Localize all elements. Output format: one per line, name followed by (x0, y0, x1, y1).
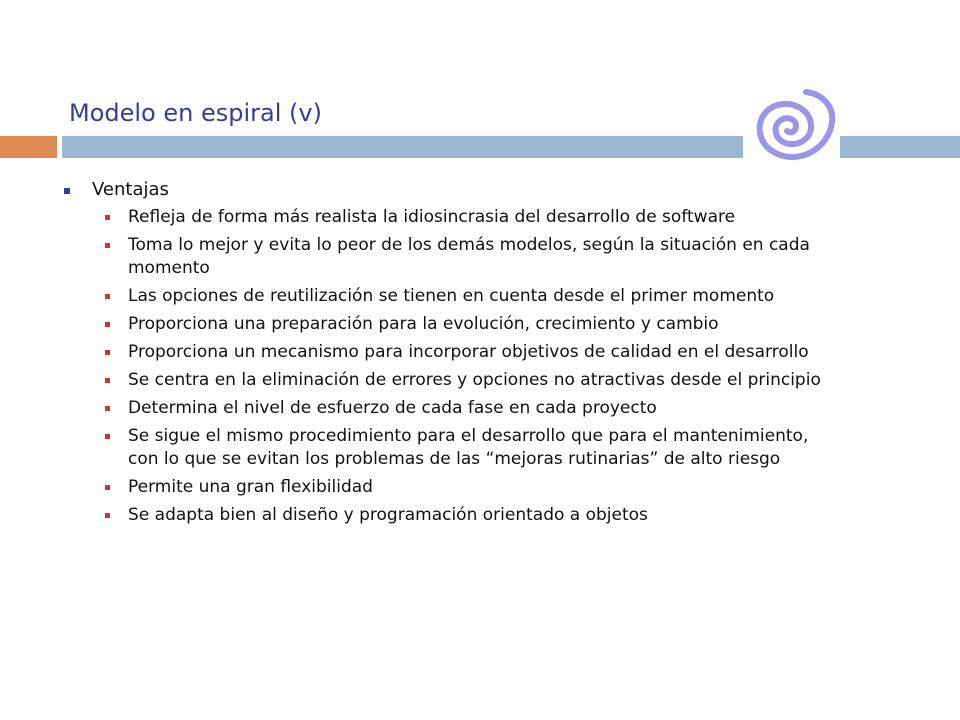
list-item-text: Proporciona un mecanismo para incorporar objetivos de calidad en el desarrollo (128, 342, 809, 362)
list-item (98, 341, 822, 364)
square-bullet-icon (105, 378, 110, 383)
square-bullet-icon (105, 350, 110, 355)
list-item-text: Se centra en la eliminación de errores y opciones no atractivas desde el principio (128, 370, 821, 390)
square-bullet-icon (105, 215, 110, 220)
list-item (98, 285, 822, 308)
list-item (98, 234, 822, 280)
list-item (98, 504, 822, 527)
list-item (98, 206, 822, 229)
list-item-text: Permite una gran flexibilidad (128, 477, 373, 497)
section-heading: Ventajas (92, 179, 169, 200)
bullet-level1-item (62, 178, 822, 202)
slide-title: Modelo en espiral (v) (69, 99, 322, 127)
square-bullet-icon (105, 294, 110, 299)
list-item (98, 397, 822, 420)
spiral-path (760, 92, 833, 157)
square-bullet-icon (105, 406, 110, 411)
list-item (98, 425, 822, 471)
advantages-list (62, 206, 822, 527)
list-item (98, 313, 822, 336)
list-item-text: Proporciona una preparación para la evolución, crecimiento y cambio (128, 314, 719, 334)
square-bullet-icon (105, 485, 110, 490)
header-band-blue-right (840, 136, 960, 158)
header-band-blue-left (62, 136, 743, 158)
list-item-text: Se sigue el mismo procedimiento para el desarrollo que para el mantenimiento, con lo que se evitan los problemas de las “mejoras rutinarias” de alto riesgo (128, 426, 809, 469)
list-item-text: Determina el nivel de esfuerzo de cada fase en cada proyecto (128, 398, 657, 418)
list-item-text: Las opciones de reutilización se tienen en cuenta desde el primer momento (128, 286, 775, 306)
list-item-text: Toma lo mejor y evita lo peor de los demás modelos, según la situación en cada momento (128, 235, 810, 278)
content-area (62, 178, 822, 532)
header-band-orange (0, 136, 57, 158)
square-bullet-icon (105, 243, 110, 248)
spiral-icon (738, 86, 842, 166)
square-bullet-icon (64, 188, 70, 194)
square-bullet-icon (105, 513, 110, 518)
square-bullet-icon (105, 434, 110, 439)
list-item (98, 369, 822, 392)
list-item (98, 476, 822, 499)
list-item-text: Se adapta bien al diseño y programación orientado a objetos (128, 505, 648, 525)
list-item-text: Refleja de forma más realista la idiosincrasia del desarrollo de software (128, 207, 736, 227)
square-bullet-icon (105, 322, 110, 327)
